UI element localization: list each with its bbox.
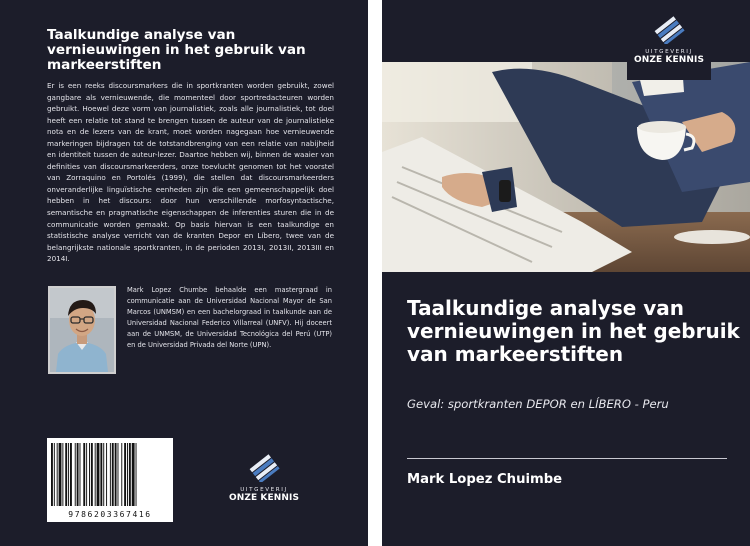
back-cover (0, 0, 368, 546)
publisher-name: ONZE KENNIS (228, 493, 300, 503)
barcode-number: 9786203367416 (68, 510, 152, 519)
front-cover-author: Mark Lopez Chuimbe (407, 472, 563, 487)
cover-gap (368, 0, 382, 546)
publisher-logo-front-box (627, 8, 711, 80)
publisher-logo-back (222, 452, 306, 503)
back-cover-blurb: Er is een reeks discoursmarkers die in sportkranten worden gebruikt, zowel gangbare als vernieuwende, die momenteel door sportredacteuren worden gebruikt. Hoewel deze vorm van journalistiek, zoals alle journalistiek, tot doel heeft een relatie tot stand te brengen tussen de auteur van de journalistieke nota en de lezers van de krant, moet worden nagegaan hoe vernieuwende markeringen bijdragen tot de totstandbrenging van een relatie van nabijheid en identiteit tussen de auteur-lezer. Daartoe hebben wij, binnen de waaier van definities van discoursmarkeerders, onze toevlucht genomen tot het voorstel van Zorraquino en Portolés (1999), die stellen dat discoursmarkeerders onveranderlijke linguïstische eenheden zijn die een gemeenschappelijk doel hebben in het discours: door hun verschillende morfosyntactische, semantische en pragmatische eigenschappen de inferenties sturen die in de communicatie worden gemaakt. Op basis hiervan is een taalkundige en statistische analyse verricht van de kranten Depor en Líbero, twee van de belangrijkste nationale sportkranten, in de perioden 2013I, 2013II, 2013III en 2014I. (47, 81, 334, 264)
stacked-books-icon (652, 14, 686, 44)
publisher-name: ONZE KENNIS (633, 55, 705, 65)
author-portrait-image (50, 288, 114, 372)
title-divider (407, 458, 727, 459)
stacked-books-icon (247, 452, 281, 482)
back-cover-title: Taalkundige analyse van vernieuwingen in het gebruik van markeerstiften (47, 27, 306, 73)
isbn-barcode (47, 438, 173, 522)
author-bio: Mark Lopez Chumbe behaalde een mastergraad in communicatie aan de Universidad Nacional Mayor de San Marcos (UNMSM) en een bachelorgraad in taalkunde aan de Universidad Nacional Federico Villarreal (UNFV). Hij doceert aan de UNMSM, de Universidad Tecnológica del Perú (UTP) en de Universidad Privada del Norte (UPN). (127, 286, 332, 349)
cover-photo (382, 62, 750, 272)
publisher-logo-front (627, 14, 711, 65)
author-photo (48, 286, 116, 374)
front-cover-title: Taalkundige analyse van vernieuwingen in het gebruik van markeerstiften (407, 296, 740, 366)
publisher-top-line: UITGEVERIJ (645, 49, 693, 55)
publisher-top-line: UITGEVERIJ (240, 487, 288, 493)
reading-newspaper-photo (382, 62, 750, 272)
front-cover-subtitle: Geval: sportkranten DEPOR en LÍBERO - Peru (407, 397, 669, 411)
front-cover (382, 0, 750, 546)
